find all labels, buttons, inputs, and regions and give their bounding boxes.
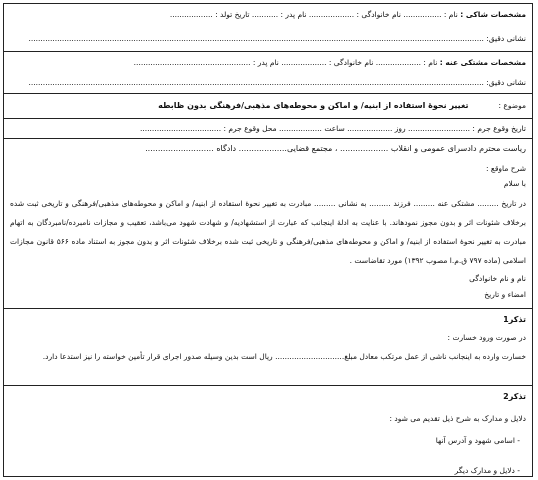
note2-item-witnesses: - اسامی شهود و آدرس آنها — [435, 436, 520, 445]
note1-title: تذکر1 — [503, 315, 526, 324]
signatory-name: نام و نام خانوادگی — [469, 274, 526, 283]
subject-value: تغییر نحوۀ استفاده از ابنیه/ و اماکن و محوطه‌های مذهبی/فرهنگی بدون ظابطه — [158, 101, 469, 110]
sharh-label: شرح ماوقع : — [485, 164, 526, 173]
complainant-label: مشخصات شاکی : — [460, 10, 526, 19]
complainant-section — [4, 4, 532, 52]
note2-title: تذکر2 — [503, 392, 526, 401]
complainant-fields[interactable]: نام : ................ نام خانوادگی : ................... نام پدر : ........... تاریخ تولد : .................. — [169, 10, 458, 19]
complainant-address[interactable]: نشانی دقیق: ............................................................................................................................................................................................... — [28, 34, 526, 43]
note1-paragraph: خسارت وارده به اینجانب ناشی از عمل مرتکب معادل مبلغ............................. ریال است بدین وسیله صدور اجرای قرار تأمین خواسته را نیز استدعا دارد. — [42, 352, 526, 361]
subject-section — [4, 94, 532, 119]
accused-line — [10, 58, 526, 67]
complaint-paragraph: در تاریخ ......... مشتکی عنه ......... فرزند ......... به نشانی ......... مبادرت به تغییر نحوۀ استفاده از ابنیه/ و اماکن و محوطه‌های مذهبی/فرهنگی و تاریخی ثبت شده برخلاف شئونات اثر و بدون مجوز نمودهاند. با عنایت به ادلۀ اینجانب که عبارت از استشهادیه/ و شهادت شهود می‌باشد، تعقیب و مجازات نامبرده/نامبردگان به اتهام مبادرت به تغییر نحوۀ استفاده از ابنیه/ و اماکن و محوطه‌های مذهبی/فرهنگی و تاریخی ثبت شده برخلاف شئونات اثر و بدون مجوز به استناد ماده ۵۶۶ قانون مجازات اسلامی (ماده ۷۹۷ ق.م.ا مصوب ۱۳۹۲) مورد تقاضاست . — [10, 199, 526, 265]
accused-section — [4, 52, 532, 94]
note1-section — [4, 309, 532, 386]
note2-section — [4, 386, 532, 478]
incident-line[interactable]: تاریخ وقوع جرم : .......................... روز ................... ساعت .................. محل وقوع جرم : .................................. — [140, 124, 526, 133]
signature-date: امضاء و تاریخ — [484, 290, 526, 299]
note1-line1: در صورت ورود خسارت : — [447, 333, 526, 342]
subject-label: موضوع : — [498, 101, 526, 111]
greeting: با سلام — [503, 179, 526, 188]
addressee: ریاست محترم دادسرای عمومی و انقلاب ................... ، مجتمع قضایی................... دادگاه ........................... — [145, 144, 526, 153]
complaint-form — [3, 3, 533, 477]
complainant-line — [10, 10, 526, 19]
accused-fields[interactable]: نام : ................... نام خانوادگی : ................... نام پدر : ................................................. — [133, 58, 438, 67]
incident-section — [4, 119, 532, 139]
accused-label: مشخصات مشتکی عنه : — [439, 58, 526, 67]
note2-item-other-evidence: - دلایل و مدارک دیگر — [454, 466, 520, 475]
body-section — [4, 139, 532, 309]
accused-address[interactable]: نشانی دقیق: ............................................................................................................................................................................................... — [28, 78, 526, 87]
note2-line1: دلایل و مدارک به شرح ذیل تقدیم می شود : — [389, 414, 526, 423]
